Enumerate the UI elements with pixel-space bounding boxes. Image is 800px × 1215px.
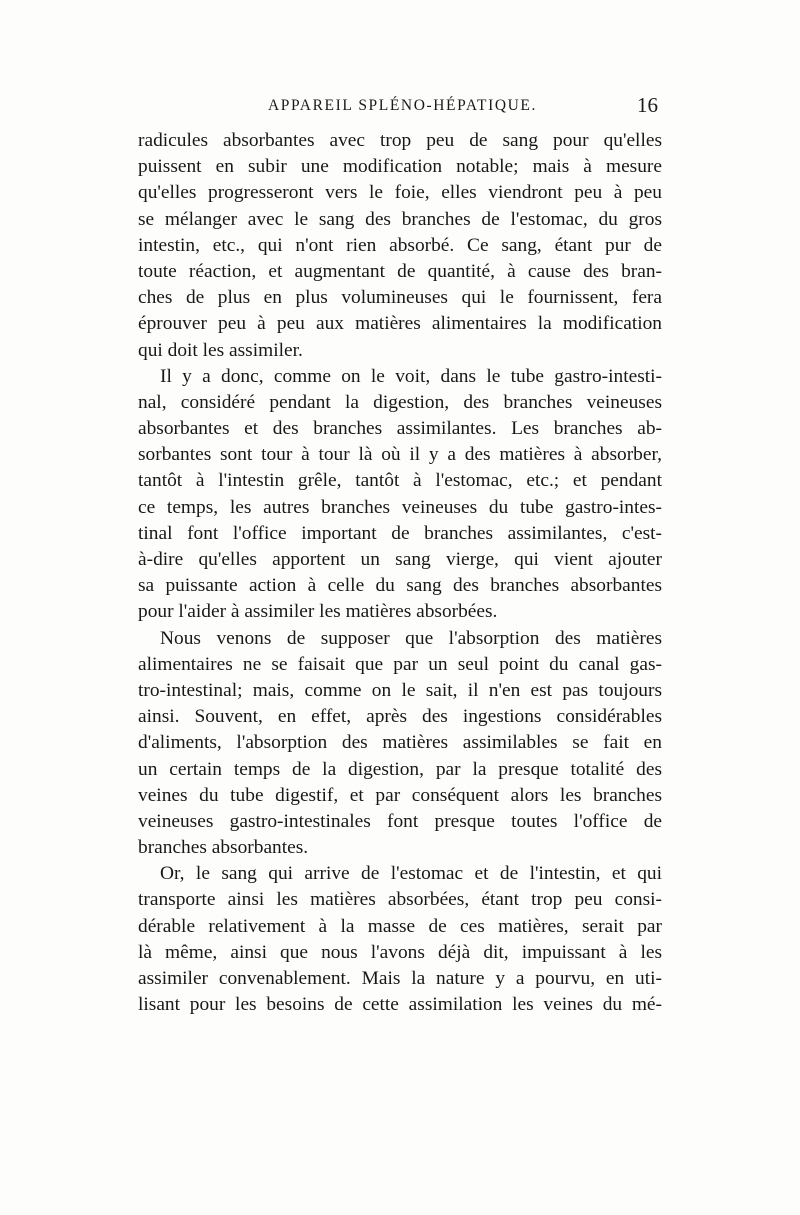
text-line: dérable relativement à la masse de ces matières, serait par [138, 915, 662, 937]
text-line: tro-intestinal; mais, comme on le sait, il n'en est pas toujours [138, 679, 662, 701]
text-line: veines du tube digestif, et par conséquent alors les branches [138, 784, 662, 806]
text-line: à-dire qu'elles apportent un sang vierge, qui vient ajouter [138, 549, 662, 570]
text-line: radicules absorbantes avec trop peu de sang pour qu'elles [138, 130, 662, 151]
text-line: tinal font l'office important de branches assimilantes, c'est- [138, 522, 662, 544]
text-line: là même, ainsi que nous l'avons déjà dit, impuissant à les [138, 941, 662, 963]
text-line: puissent en subir une modification notable; mais à mesure [138, 156, 662, 178]
text-line: pour l'aider à assimiler les matières absorbées. [138, 601, 498, 623]
text-line: absorbantes et des branches assimilantes. Les branches ab- [138, 418, 662, 440]
text-line: un certain temps de la digestion, par la presque totalité des [138, 758, 662, 780]
text-line: qu'elles progresseront vers le foie, elles viendront peu à peu [138, 182, 662, 204]
text-line: assimiler convenablement. Mais la nature y a pourvu, en uti- [138, 968, 662, 989]
text-line: transporte ainsi les matières absorbées, étant trop peu consi- [138, 889, 662, 911]
text-line: Nous venons de supposer que l'absorption des matières [160, 627, 662, 649]
text-line: Or, le sang qui arrive de l'estomac et de l'intestin, et qui [160, 863, 662, 885]
text-line: alimentaires ne se faisait que par un seul point du canal gas- [138, 653, 662, 675]
text-line: nal, considéré pendant la digestion, des branches veineuses [138, 391, 662, 413]
text-line: sa puissante action à celle du sang des branches absorbantes [138, 575, 662, 597]
text-line: ainsi. Souvent, en effet, après des ingestions considérables [138, 706, 662, 728]
text-line: intestin, etc., qui n'ont rien absorbé. Ce sang, étant pur de [138, 234, 662, 256]
text-line: toute réaction, et augmentant de quantité, à cause des bran- [138, 260, 662, 282]
text-line: Il y a donc, comme on le voit, dans le tube gastro-intesti- [160, 365, 662, 387]
page-number: 16 [637, 93, 658, 117]
text-line: ches de plus en plus volumineuses qui le fournissent, fera [138, 287, 662, 309]
text-line: tantôt à l'intestin grêle, tantôt à l'estomac, etc.; et pendant [138, 470, 662, 492]
text-line: qui doit les assimiler. [138, 339, 303, 361]
text-line: d'aliments, l'absorption des matières assimilables se fait en [138, 732, 662, 754]
page-header [138, 93, 662, 121]
text-line: se mélanger avec le sang des branches de l'estomac, du gros [138, 208, 662, 230]
text-line: ce temps, les autres branches veineuses du tube gastro-intes- [138, 496, 662, 518]
text-line: veineuses gastro-intestinales font presque toutes l'office de [138, 810, 662, 832]
body-text [138, 128, 662, 1018]
text-line: éprouver peu à peu aux matières alimentaires la modification [138, 313, 662, 335]
text-line: lisant pour les besoins de cette assimilation les veines du mé- [138, 994, 662, 1016]
running-title: APPAREIL SPLÉNO-HÉPATIQUE. [268, 97, 537, 114]
text-line: branches absorbantes. [138, 837, 309, 859]
text-line: sorbantes sont tour à tour là où il y a des matières à absorber, [138, 444, 662, 466]
